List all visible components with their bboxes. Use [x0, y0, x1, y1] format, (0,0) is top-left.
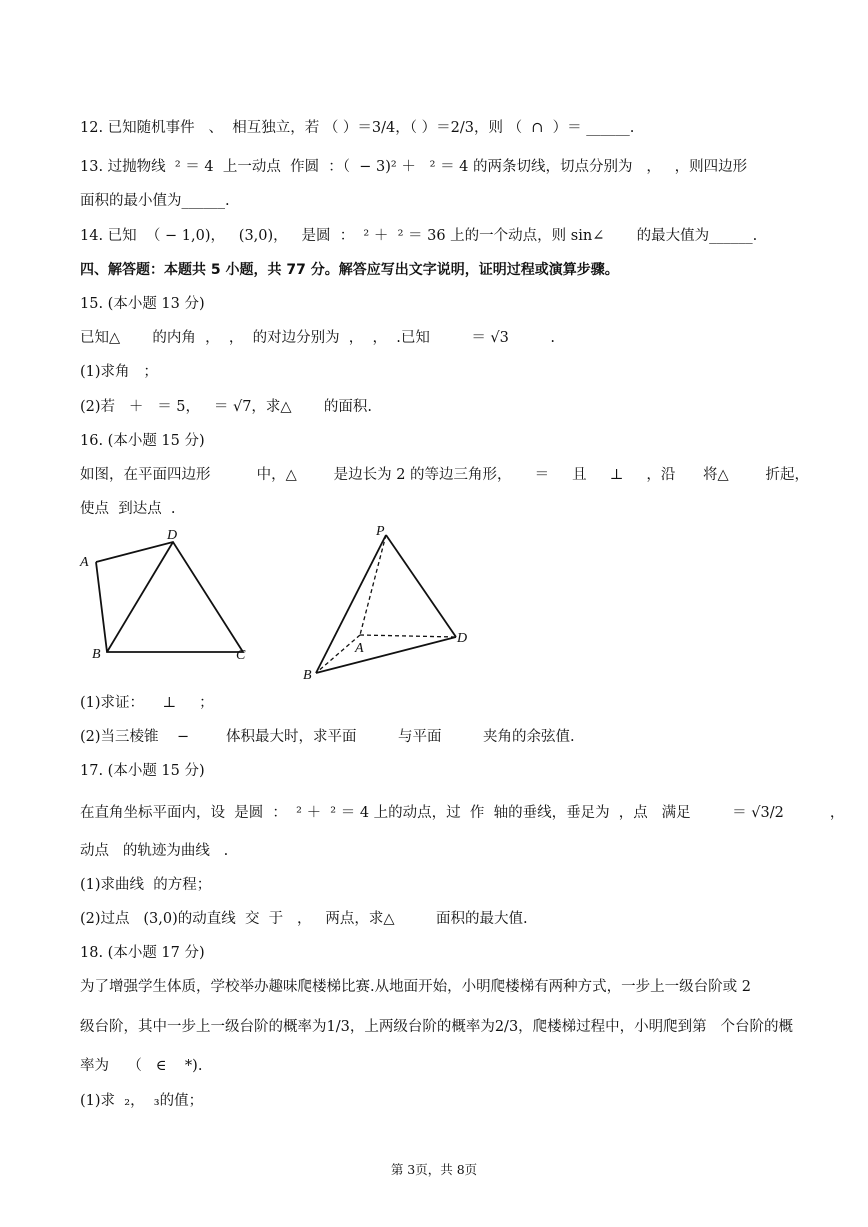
line-q18: 18. (本小题 17 分): [80, 945, 205, 961]
page-footer: 第 3页，共 8页: [390, 1162, 478, 1177]
line-q16a: 如图，在平面四边形 中，△ 是边长为 2 的等边三角形， ＝ 且 ⊥ ，沿 将△ 折起，: [80, 467, 810, 483]
label-A: A: [80, 555, 89, 570]
label-D: D: [457, 631, 468, 646]
line-q15: 15. (本小题 13 分): [80, 296, 205, 312]
line-q17b: 动点 的轨迹为曲线 .: [80, 843, 229, 859]
line-q16b: 使点 到达点 .: [80, 501, 176, 517]
label-B: B: [92, 647, 101, 662]
line-q14: 14. 已知 （ − 1,0)， (3,0)， 是圆 ： ² ＋ ² ＝ 36 上的一个动点，则 sin∠ 的最大值为______.: [80, 228, 758, 244]
line-q17d: (2)过点 (3,0)的动直线 交 于 ， 两点，求△ 面积的最大值.: [80, 911, 528, 927]
label-P: P: [376, 524, 385, 539]
line-q18a: 为了增强学生体质，学校举办趣味爬楼梯比赛.从地面开始，小明爬楼梯有两种方式，一步上一级台阶或 2: [80, 979, 751, 995]
label-D: D: [167, 528, 178, 543]
section-heading: 四、解答题：本题共 5 小题，共 77 分。解答应写出文字说明，证明过程或演算步骤。: [80, 262, 619, 278]
label-C: C: [236, 648, 246, 663]
line-q15b: (1)求角 ；: [80, 364, 158, 380]
line-q16c: (1)求证： ⊥ ；: [80, 695, 214, 711]
line-q18d: (1)求 ₂， ₃的值；: [80, 1093, 204, 1109]
line-q16d: (2)当三棱锥 − 体积最大时，求平面 与平面 夹角的余弦值.: [80, 729, 575, 745]
label-A: A: [355, 641, 364, 656]
line-q16: 16. (本小题 15 分): [80, 433, 205, 449]
line-q15a: 已知△ 的内角 ， ， 的对边分别为 ， ， .已知 ＝ √3 .: [80, 330, 555, 346]
line-q13b: 面积的最小值为______.: [80, 193, 230, 209]
line-q17: 17. (本小题 15 分): [80, 763, 205, 779]
label-B: B: [303, 668, 312, 683]
line-q15c: (2)若 ＋ ＝ 5， ＝ √7，求△ 的面积.: [80, 399, 372, 415]
line-q17c: (1)求曲线 的方程；: [80, 877, 212, 893]
line-q12: 12. 已知随机事件 、 相互独立，若 （ ）＝3/4，（ ）＝2/3，则 （ ∩ ）＝ ______.: [80, 120, 635, 136]
line-q17a: 在直角坐标平面内，设 是圆 ： ² ＋ ² ＝ 4 上的动点，过 作 轴的垂线，垂足为 ，点 满足 ＝ √3/2 ，: [80, 805, 845, 821]
line-q18c: 率为 （ ∈ *).: [80, 1058, 203, 1074]
figure-quadrilateral: [78, 528, 258, 668]
line-q13a: 13. 过抛物线 ² ＝ 4 上一动点 作圆 ：（ − 3)² ＋ ² ＝ 4 的两条切线，切点分别为 ， ，则四边形: [80, 159, 748, 175]
line-q18b: 级台阶，其中一步上一级台阶的概率为1/3，上两级台阶的概率为2/3，爬楼梯过程中，小明爬到第 个台阶的概: [80, 1019, 793, 1035]
figure-tetrahedron: [300, 523, 480, 683]
